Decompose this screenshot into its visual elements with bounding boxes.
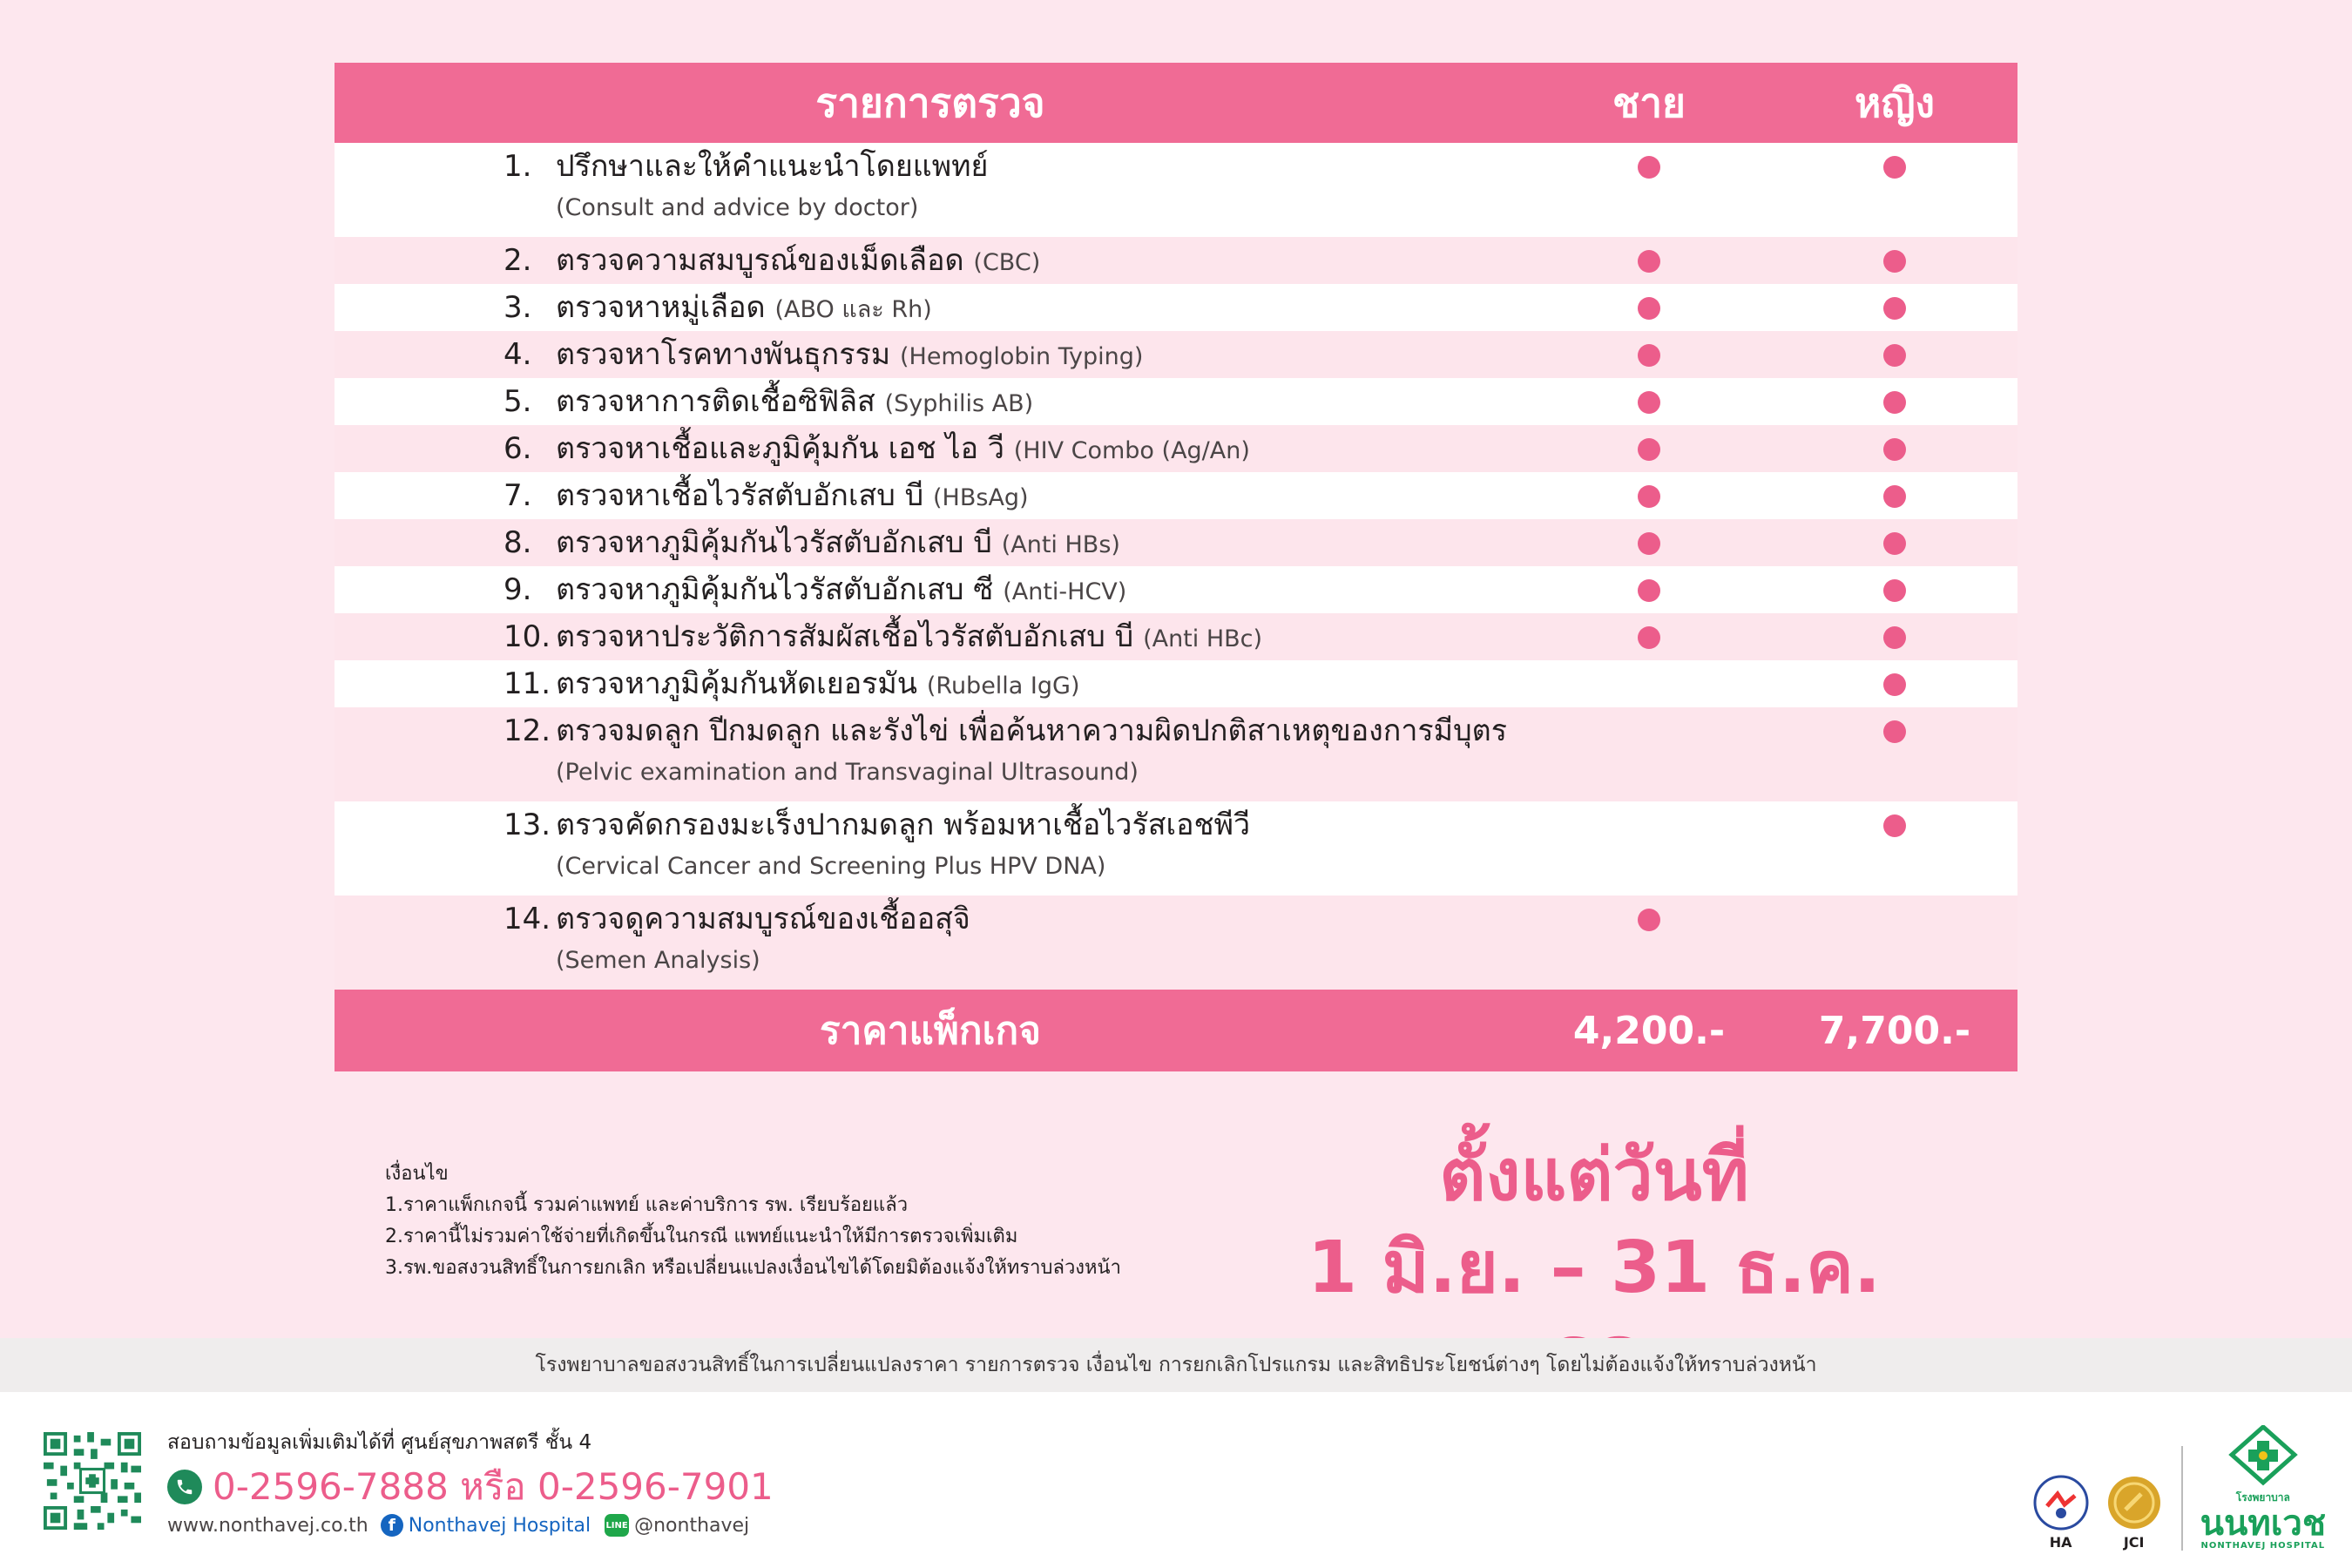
validity-line1: ตั้งแต่วันที่ <box>1439 1134 1749 1217</box>
phone-row[interactable] <box>167 1458 774 1516</box>
logo-divider <box>2181 1446 2183 1551</box>
female-cell <box>1772 331 2017 378</box>
ha-label: HA <box>2049 1534 2072 1551</box>
jci-seal-icon <box>2106 1475 2162 1531</box>
row-item <box>335 707 1526 801</box>
included-dot-icon <box>1883 250 1906 273</box>
price-female: 7,700.- <box>1818 1008 1971 1053</box>
row-text <box>556 425 1526 475</box>
phone-icon <box>167 1470 202 1504</box>
row-text-th: ตรวจหาการติดเชื้อซิฟิลิส <box>556 384 875 419</box>
phone-numbers[interactable]: 0-2596-7888 หรือ 0-2596-7901 <box>213 1465 774 1508</box>
row-number: 11. <box>504 666 551 701</box>
line-icon: LINE <box>605 1514 629 1537</box>
row-item <box>335 472 1526 519</box>
row-text <box>556 237 1526 287</box>
female-cell <box>1772 896 2017 990</box>
included-dot-icon <box>1883 297 1906 320</box>
table-row <box>335 284 2017 331</box>
included-dot-icon <box>1638 297 1660 320</box>
row-number: 3. <box>504 290 532 325</box>
row-text <box>556 378 1526 428</box>
header-female: หญิง <box>1855 78 1935 126</box>
row-text-th: ตรวจความสมบูรณ์ของเม็ดเลือด <box>556 243 964 278</box>
row-subtext: (Cervical Cancer and Screening Plus HPV DNA) <box>556 853 1106 880</box>
row-text <box>556 284 1526 334</box>
table-row <box>335 331 2017 378</box>
table-row <box>335 378 2017 425</box>
row-text-en: (CBC) <box>973 249 1041 276</box>
inquiry-text: สอบถามข้อมูลเพิ่มเติมได้ที่ ศูนย์สุขภาพสตรี ชั้น 4 <box>167 1431 592 1454</box>
hospital-brand-logo <box>2200 1425 2326 1551</box>
notice-bar: โรงพยาบาลขอสงวนสิทธิ์ในการเปลี่ยนแปลงราคา รายการตรวจ เงื่อนไข การยกเลิกโปรแกรม และสิทธิประโยชน์ต่างๆ โดยไม่ต้องแจ้งให้ทราบล่วงหน้า <box>0 1338 2352 1392</box>
included-dot-icon <box>1638 626 1660 649</box>
row-subtext: (Consult and advice by doctor) <box>556 194 919 221</box>
female-cell <box>1772 801 2017 896</box>
included-dot-icon <box>1883 485 1906 508</box>
row-text <box>556 143 1526 190</box>
male-cell <box>1526 566 1772 613</box>
facebook-icon: f <box>381 1514 403 1537</box>
row-text-th: ปรึกษาและให้คำแนะนำโดยแพทย์ <box>556 149 989 184</box>
included-dot-icon <box>1883 344 1906 367</box>
female-cell <box>1772 237 2017 284</box>
included-dot-icon <box>1883 720 1906 743</box>
male-cell <box>1526 613 1772 660</box>
row-number: 9. <box>504 572 532 607</box>
row-text <box>556 472 1526 522</box>
row-item <box>335 519 1526 566</box>
male-cell <box>1526 284 1772 331</box>
row-number: 14. <box>504 902 551 936</box>
row-item <box>335 425 1526 472</box>
row-text <box>556 707 1526 754</box>
brand-en: NONTHAVEJ HOSPITAL <box>2200 1541 2326 1551</box>
row-number: 7. <box>504 478 532 513</box>
row-text-th: ตรวจหาเชื้อและภูมิคุ้มกัน เอช ไอ วี <box>556 431 1004 466</box>
female-cell <box>1772 143 2017 237</box>
condition-2: 2.ราคานี้ไม่รวมค่าใช้จ่ายที่เกิดขึ้นในกรณี แพทย์แนะนำให้มีการตรวจเพิ่มเติม <box>385 1226 1018 1247</box>
row-text-th: ตรวจหาเชื้อไวรัสตับอักเสบ บี <box>556 478 924 513</box>
included-dot-icon <box>1638 391 1660 414</box>
row-text-th: ตรวจมดลูก ปีกมดลูก และรังไข่ เพื่อค้นหาความผิดปกติสาเหตุของการมีบุตร <box>556 713 1508 748</box>
row-number: 12. <box>504 713 551 748</box>
ha-logo <box>2033 1475 2089 1551</box>
price-male: 4,200.- <box>1572 1008 1726 1053</box>
validity-line2: 1 มิ.ย. – 31 ธ.ค. <box>1308 1227 1881 1309</box>
row-number: 8. <box>504 525 532 560</box>
row-text <box>556 613 1526 663</box>
row-text <box>556 660 1526 710</box>
row-item <box>335 566 1526 613</box>
table-row <box>335 801 2017 896</box>
price-row <box>335 990 2017 1071</box>
row-text <box>556 519 1526 569</box>
brand-name: นนทเวช <box>2200 1504 2326 1544</box>
price-label: ราคาแพ็กเกจ <box>820 1009 1041 1053</box>
row-item <box>335 801 1526 896</box>
male-cell <box>1526 801 1772 896</box>
footer <box>0 1392 2352 1568</box>
included-dot-icon <box>1638 438 1660 461</box>
row-number: 13. <box>504 808 551 842</box>
row-item <box>335 284 1526 331</box>
header-item: รายการตรวจ <box>815 78 1045 126</box>
qr-code-icon[interactable] <box>44 1432 141 1530</box>
row-text <box>556 896 1526 943</box>
table-row <box>335 613 2017 660</box>
row-text-en: (Hemoglobin Typing) <box>899 343 1144 370</box>
included-dot-icon <box>1638 579 1660 602</box>
row-text <box>556 331 1526 381</box>
row-text-en: (ABO และ Rh) <box>774 296 932 323</box>
row-text-en: (Rubella IgG) <box>926 672 1080 700</box>
row-number: 6. <box>504 431 532 466</box>
female-cell <box>1772 284 2017 331</box>
conditions <box>385 1159 1121 1284</box>
website-link[interactable]: www.nonthavej.co.th <box>167 1514 368 1537</box>
included-dot-icon <box>1638 532 1660 555</box>
included-dot-icon <box>1883 579 1906 602</box>
row-text-th: ตรวจหาภูมิคุ้มกันไวรัสตับอักเสบ บี <box>556 525 992 560</box>
male-cell <box>1526 472 1772 519</box>
female-cell <box>1772 566 2017 613</box>
row-text-th: ตรวจหาหมู่เลือด <box>556 290 766 325</box>
row-item <box>335 896 1526 990</box>
conditions-title: เงื่อนไข <box>385 1163 449 1185</box>
table-row <box>335 660 2017 707</box>
row-number: 5. <box>504 384 532 419</box>
row-number: 10. <box>504 619 551 654</box>
condition-3: 3.รพ.ขอสงวนสิทธิ์ในการยกเลิก หรือเปลี่ยนแปลงเงื่อนไขได้โดยมิต้องแจ้งให้ทราบล่วงหน้า <box>385 1257 1121 1279</box>
row-subtext: (Semen Analysis) <box>556 947 760 974</box>
table-row <box>335 143 2017 237</box>
row-text-th: ตรวจดูความสมบูรณ์ของเชื้ออสุจิ <box>556 902 970 936</box>
ha-emblem-icon <box>2033 1475 2089 1531</box>
male-cell <box>1526 896 1772 990</box>
included-dot-icon <box>1883 673 1906 696</box>
checkup-table <box>335 63 2017 1071</box>
brand-small: โรงพยาบาล <box>2235 1491 2290 1504</box>
included-dot-icon <box>1638 909 1660 931</box>
row-text <box>556 801 1526 848</box>
row-item <box>335 331 1526 378</box>
table-row <box>335 566 2017 613</box>
row-text-en: (HBsAg) <box>933 484 1029 511</box>
header-male: ชาย <box>1612 78 1686 126</box>
jci-logo <box>2106 1475 2162 1551</box>
female-cell <box>1772 613 2017 660</box>
row-text-th: ตรวจหาโรคทางพันธุกรรม <box>556 337 891 372</box>
row-text-en: (Syphilis AB) <box>884 390 1034 417</box>
table-body <box>335 143 2017 990</box>
row-text-th: ตรวจหาภูมิคุ้มกันไวรัสตับอักเสบ ซี <box>556 572 994 607</box>
included-dot-icon <box>1638 485 1660 508</box>
male-cell <box>1526 237 1772 284</box>
table-row <box>335 237 2017 284</box>
row-item <box>335 378 1526 425</box>
table-row <box>335 707 2017 801</box>
row-text <box>556 566 1526 616</box>
table-row <box>335 425 2017 472</box>
row-text-th: ตรวจหาประวัติการสัมผัสเชื้อไวรัสตับอักเสบ บี <box>556 619 1134 654</box>
male-cell <box>1526 143 1772 237</box>
jci-label: JCI <box>2123 1534 2145 1551</box>
male-cell <box>1526 519 1772 566</box>
table-header <box>335 63 2017 143</box>
included-dot-icon <box>1883 532 1906 555</box>
included-dot-icon <box>1883 438 1906 461</box>
row-number: 1. <box>504 149 532 184</box>
row-text-en: (Anti HBs) <box>1001 531 1120 558</box>
row-text-en: (HIV Combo (Ag/An) <box>1013 437 1250 464</box>
row-number: 2. <box>504 243 532 278</box>
included-dot-icon <box>1638 250 1660 273</box>
female-cell <box>1772 472 2017 519</box>
included-dot-icon <box>1883 626 1906 649</box>
row-item <box>335 143 1526 237</box>
female-cell <box>1772 378 2017 425</box>
male-cell <box>1526 660 1772 707</box>
row-item <box>335 613 1526 660</box>
condition-1: 1.ราคาแพ็กเกจนี้ รวมค่าแพทย์ และค่าบริการ รพ. เรียบร้อยแล้ว <box>385 1194 909 1216</box>
facebook-link[interactable]: Nonthavej Hospital <box>408 1514 591 1537</box>
row-text-en: (Anti-HCV) <box>1003 578 1127 605</box>
row-text-th: ตรวจคัดกรองมะเร็งปากมดลูก พร้อมหาเชื้อไวรัสเอชพีวี <box>556 808 1251 842</box>
male-cell <box>1526 331 1772 378</box>
row-number: 4. <box>504 337 532 372</box>
male-cell <box>1526 425 1772 472</box>
accreditation-logos <box>2016 1425 2326 1551</box>
table-row <box>335 519 2017 566</box>
row-subtext: (Pelvic examination and Transvaginal Ultrasound) <box>556 759 1139 786</box>
table-row <box>335 472 2017 519</box>
male-cell <box>1526 378 1772 425</box>
included-dot-icon <box>1883 156 1906 179</box>
female-cell <box>1772 660 2017 707</box>
line-link[interactable]: @nonthavej <box>634 1514 750 1537</box>
female-cell <box>1772 519 2017 566</box>
female-cell <box>1772 707 2017 801</box>
included-dot-icon <box>1883 814 1906 837</box>
included-dot-icon <box>1638 156 1660 179</box>
table-row <box>335 896 2017 990</box>
row-item <box>335 660 1526 707</box>
hospital-cross-icon <box>2228 1425 2298 1486</box>
row-text-en: (Anti HBc) <box>1143 625 1263 652</box>
row-item <box>335 237 1526 284</box>
male-cell <box>1526 707 1772 801</box>
social-links <box>167 1514 749 1537</box>
row-text-th: ตรวจหาภูมิคุ้มกันหัดเยอรมัน <box>556 666 918 701</box>
included-dot-icon <box>1883 391 1906 414</box>
included-dot-icon <box>1638 344 1660 367</box>
female-cell <box>1772 425 2017 472</box>
